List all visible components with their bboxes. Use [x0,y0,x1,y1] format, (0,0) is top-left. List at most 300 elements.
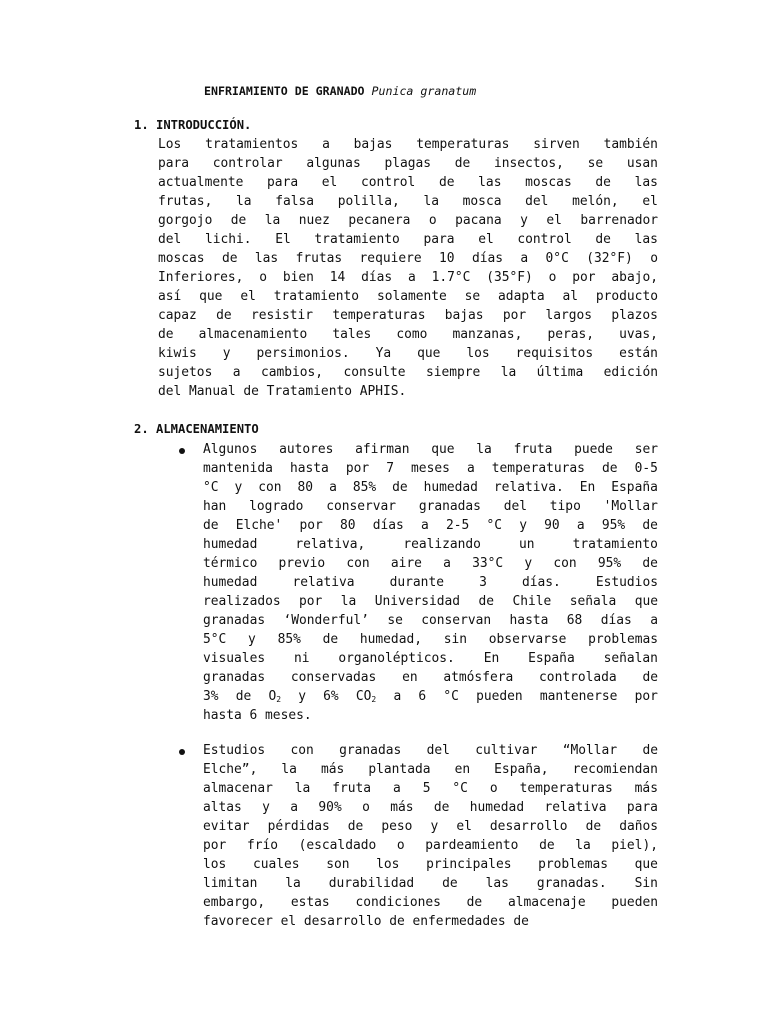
word: de [392,480,408,495]
word: granadas [418,499,481,514]
word: Ya [375,346,392,361]
word: ni [293,651,310,666]
word: granadas [203,613,266,628]
word: pérdidas [267,819,330,834]
word: humedad [203,575,258,590]
word: relativa [292,575,355,590]
word: 68 [566,613,583,628]
text-line [203,817,658,836]
word: que [199,289,223,304]
word: El [275,232,291,247]
word: más [321,762,345,777]
word: problemas [538,857,608,872]
word: España [528,651,575,666]
word: y [234,480,243,495]
word: o [548,270,557,285]
word: días [471,251,503,266]
title-species: Punica granatum [371,84,477,98]
word: hasta [289,461,329,476]
word: humedad [423,480,478,495]
word: embargo, [203,895,266,910]
section-number: 1. [134,118,149,132]
word: (escaldado [298,838,377,853]
text-line [203,668,658,687]
word: con [346,556,370,571]
word: 80 [297,480,314,495]
word: bien [282,270,314,285]
word: se [387,613,403,628]
word: cambios, [260,365,324,380]
word: altas [203,800,242,815]
word: 1.7°C [431,270,471,285]
word: Elche”, [203,762,258,777]
word: humedad [469,800,525,815]
section-heading-almacenamiento [134,422,259,436]
text-line [203,592,658,611]
word: pecanera [348,213,411,228]
word: favorecer [203,914,273,929]
word: de [642,743,658,758]
word: Los [158,137,182,152]
word: de [595,175,611,190]
word: y [298,689,306,704]
word: con [290,743,314,758]
word: al [562,289,579,304]
word: Elche' [235,518,283,533]
word: y [248,632,256,647]
word: la [236,194,252,209]
word: relativa [544,800,607,815]
text-line [158,363,658,382]
word: de [454,156,471,171]
word: 'Mollar [603,499,658,514]
word: Tratamiento [266,384,352,399]
word: edición [603,365,658,380]
word: daños [619,819,658,834]
word: Estudios [203,743,266,758]
word: 10 [439,251,455,266]
word: en [402,670,418,685]
word: como [396,327,428,342]
word: 6 [418,689,427,704]
word: el [280,914,297,929]
word: previo [278,556,326,571]
word: o [428,213,437,228]
word: piel), [611,838,658,853]
word: última [536,365,584,380]
word: de [438,175,455,190]
word: frutas [295,251,343,266]
word: a [232,365,241,380]
section-heading-introduccion [134,118,251,132]
word: para [267,175,299,190]
word: han [203,499,227,514]
word: Manual [189,384,236,399]
word: plagas [384,156,432,171]
word: observarse [488,632,567,647]
word: se [587,156,604,171]
word: el [478,232,494,247]
word: desarrollo [489,819,568,834]
text-line [203,535,658,554]
word: granadas [203,670,266,685]
word: a [322,137,330,152]
word: a [466,461,475,476]
word: humedad [203,537,258,552]
word: principales [426,857,512,872]
word: de [158,327,174,342]
word: $CO_2$ [355,689,377,704]
word: la [281,762,297,777]
word: persimonios. [256,346,350,361]
text-line [203,874,658,893]
word: días [361,270,393,285]
word: plazos [611,308,658,323]
text-line [203,497,658,516]
word: de [602,461,618,476]
word: 80 [340,518,356,533]
word: hasta [509,613,549,628]
word: la [285,876,301,891]
word: frutas, [158,194,213,209]
word: plantada [368,762,431,777]
word: ‘Wonderful’ [283,613,369,628]
word: España [611,480,658,495]
word: siempre [425,365,481,380]
word: “Mollar [562,743,618,758]
word: moscas [158,251,205,266]
word: usan [626,156,658,171]
text-line [203,440,658,459]
word: que [634,594,658,609]
word: autores [279,442,334,457]
text-line [158,325,658,344]
word: el [642,194,658,209]
word: o [489,781,498,796]
word: de [243,384,259,399]
word: solamente [376,289,447,304]
word: manzanas, [452,327,523,342]
word: organolépticos. [338,651,455,666]
text-line [203,912,658,931]
word: Algunos [203,442,258,457]
text-line [203,649,658,668]
word: 90 [544,518,560,533]
word: las [485,876,509,891]
word: fruta [332,781,372,796]
word: y [519,518,527,533]
word: de [235,689,252,704]
bullet-icon [179,448,185,454]
word: barrenador [580,213,658,228]
word: durabilidad [328,876,415,891]
word: °C [443,689,459,704]
word: a [576,518,585,533]
word: más [634,781,658,796]
text-line [203,516,658,535]
word: En [483,651,500,666]
word: mosca [462,194,502,209]
word: a [393,781,401,796]
section-title: ALMACENAMIENTO [156,422,259,436]
word: a [329,480,337,495]
word: largos [545,308,593,323]
word: 5°C [203,632,227,647]
word: (32°F) [586,251,633,266]
word: cultivar [475,743,538,758]
word: de [642,670,658,685]
word: almacenamiento [198,327,308,342]
word: frío [246,838,278,853]
document-title [204,84,476,98]
word: España, [494,762,549,777]
word: insectos, [494,156,564,171]
word: también [603,137,658,152]
word: las [634,175,658,190]
word: o [650,251,658,266]
text-line [203,554,658,573]
word: la [575,838,591,853]
word: falsa [275,194,315,209]
word: de [642,556,658,571]
word: sin [443,632,468,647]
word: la [294,781,311,796]
text-line [203,798,658,817]
word: así [158,289,182,304]
text-line [158,344,658,363]
word: días [600,613,632,628]
word: son [326,857,350,872]
text-line [158,135,658,154]
word: señala [569,594,617,609]
word: el [546,213,562,228]
word: por [299,518,323,533]
word: de [230,213,247,228]
word: mantenerse [539,689,618,704]
word: recomiendan [572,762,658,777]
word: del [503,499,527,514]
word: conservan [421,613,492,628]
word: de [221,251,238,266]
word: días. [521,575,561,590]
word: 3% [203,689,219,704]
word: conservar [326,499,397,514]
word: actualmente [158,175,244,190]
word: la [264,213,281,228]
word: control [517,232,572,247]
word: 3 [479,575,487,590]
word: la [340,594,357,609]
word: abajo, [611,270,658,285]
word: se [464,289,481,304]
word: un [518,537,535,552]
word: 2-5 [445,518,470,533]
word: bajas [444,308,484,323]
word: meses. [265,708,312,723]
word: °C [452,781,468,796]
word: más [390,800,414,815]
word: APHIS. [359,384,407,399]
word: a [443,556,451,571]
word: a [290,800,299,815]
word: las [634,232,658,247]
word: señalan [603,651,658,666]
word: la [476,442,492,457]
word: conservadas [290,670,377,685]
word: 7 [386,461,394,476]
word: realizando [403,537,481,552]
word: tratamientos [205,137,299,152]
word: con [553,556,577,571]
word: por [502,308,527,323]
word: peras, [547,327,595,342]
word: para [423,232,455,247]
word: aire [390,556,422,571]
word: el [240,289,256,304]
bullet-icon [179,749,185,755]
word: el [321,175,338,190]
text-line [158,154,658,173]
word: producto [595,289,658,304]
word: de [478,594,495,609]
word: los [466,346,490,361]
word: controlada [539,670,617,685]
word: temperaturas [491,461,585,476]
word: resistir [250,308,314,323]
word: 33°C [472,556,504,571]
word: cuales [252,857,300,872]
word: En [579,480,596,495]
text-line [203,893,658,912]
word: relativa, [295,537,366,552]
word: a [650,613,658,628]
text-line [158,287,658,306]
word: visuales [203,651,266,666]
word: atmósfera [443,670,514,685]
word: almacenar [203,781,273,796]
word: 0-5 [634,461,658,476]
word: Chile [512,594,552,609]
word: capaz [158,308,197,323]
word: evitar [203,819,250,834]
word: tipo [549,499,581,514]
word: pacana [455,213,502,228]
word: Sin [634,876,658,891]
word: que [431,442,455,457]
word: los [376,857,400,872]
word: 14 [329,270,346,285]
text-line [203,760,658,779]
word: uvas, [619,327,658,342]
word: controlar [212,156,283,171]
word: afirman [355,442,410,457]
word: relativa. [493,480,564,495]
word: sirven [533,137,580,152]
word: las [254,251,279,266]
word: y [222,346,231,361]
word: días [372,518,404,533]
word: o [362,800,370,815]
word: temperaturas [332,308,426,323]
text-line [158,192,658,211]
word: del [158,384,182,399]
text-line [203,611,658,630]
word: que [417,346,441,361]
word: adapta [498,289,545,304]
word: °C [486,518,502,533]
word: pueden [476,689,523,704]
word: °C [203,480,219,495]
word: enfermedades [412,914,506,929]
word: la [423,194,439,209]
word: realizados [203,594,281,609]
word: las [478,175,502,190]
word: de [513,914,529,929]
text-line [158,268,658,287]
text-line [203,855,658,874]
text-line [203,478,658,497]
word: con [258,480,282,495]
section-number: 2. [134,422,149,436]
word: 0°C [545,251,569,266]
word: y [524,556,533,571]
word: 6% [323,689,339,704]
word: $O_2$ [268,689,282,704]
word: de [389,914,405,929]
word: de [442,876,458,891]
text-line [203,687,658,706]
word: por [203,838,227,853]
word: de [203,518,219,533]
word: 90% [318,800,342,815]
word: bajas [353,137,393,152]
word: Universidad [374,594,461,609]
word: del [158,232,182,247]
word: almacenaje [508,895,586,910]
text-line [158,211,658,230]
word: nuez [298,213,330,228]
word: a [407,270,416,285]
word: hasta [203,708,242,723]
word: de [347,819,364,834]
word: puede [574,442,613,457]
word: o [259,270,267,285]
word: 85% [352,480,377,495]
word: 95% [597,556,622,571]
word: lichi. [204,232,252,247]
word: consulte [343,365,406,380]
word: de [216,308,232,323]
text-line [158,306,658,325]
text-line [158,382,658,401]
word: por [572,270,596,285]
word: meses [411,461,450,476]
text-line [203,836,658,855]
word: del [525,194,549,209]
word: están [619,346,658,361]
word: y [520,213,528,228]
word: por [345,461,370,476]
word: el [456,819,472,834]
word: temperaturas [519,781,613,796]
word: de [539,838,555,853]
word: Estudios [595,575,658,590]
word: o [396,838,405,853]
text-line [203,779,658,798]
word: mantenida [203,461,273,476]
word: en [454,762,471,777]
word: fruta [513,442,553,457]
